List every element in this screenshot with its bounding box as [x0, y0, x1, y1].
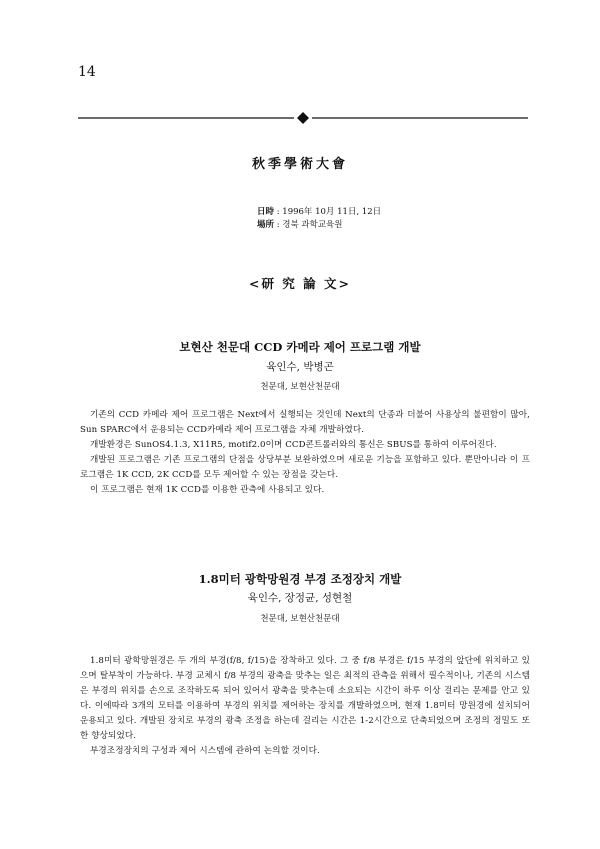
paper-affiliation: 천문대, 보현산천문대 [260, 382, 340, 392]
abstract-paragraph: 개발된 프로그램은 기존 프로그램의 단점을 상당부분 보완하였으며 새로운 기능을 포함하고 있다. 뿐만아니라 이 프로그램은 1K CCD, 2K CCD를 모두 제어할 수 있는 장점을 갖는다. [80, 455, 530, 480]
place-value: : 경북 과학교육원 [274, 220, 343, 230]
paper-abstract [80, 654, 530, 759]
diamond-ornament-icon [297, 112, 309, 124]
paper-authors: 육인수, 장정균, 성현철 [247, 592, 353, 604]
abstract-paragraph: 개발환경은 SunOS4.1.3, X11R5, motif2.0이며 CCD콘트롤러와의 통신은 SBUS를 통하여 이루어진다. [90, 440, 497, 450]
date-value: : 1996年 10月 11日, 12日 [274, 207, 382, 217]
paper-authors: 육인수, 박병곤 [266, 361, 334, 373]
conference-title: 秋季學術大會 [251, 157, 348, 172]
abstract-paragraph: 기존의 CCD 카메라 제어 프로그램은 Next에서 실행되는 것인데 Next의 단종과 더불어 사용상의 불편함이 많아, Sun SPARC에서 운용되는 CCD카메라 제어 프로그램을 자체 개발하였다. [80, 410, 530, 435]
paper-title: 1.8미터 광학망원경 부경 조정장치 개발 [198, 572, 402, 586]
paper-title: 보현산 천문대 CCD 카메라 제어 프로그램 개발 [179, 340, 421, 354]
ornamental-divider [78, 112, 528, 124]
paper-affiliation: 천문대, 보현산천문대 [260, 614, 340, 624]
date-line [257, 206, 381, 219]
page-number: 14 [78, 64, 96, 80]
date-label: 日時 [257, 207, 275, 217]
abstract-paragraph: 1.8미터 광학망원경은 두 개의 부경(f/8, f/15)을 장착하고 있다. 그 중 f/8 부경은 f/15 부경의 앞단에 위치하고 있으며 탈부착이 가능하다. 부경 교체시 f/8 부경의 광축을 맞추는 일은 최적의 관측을 위해서 필수적이나, 기존의 시스템은 부경의 위치를 손으로 조작하도록 되어 있어서 광축을 맞추는데 소요되는 시간이 하루 이상 걸리는 문제를 안고 있다. 이에따라 3개의 모터를 이용하여 부경의 위치를 제어하는 장치를 개발하였으며, 현재 1.8미터 망원경에 설치되어 운용되고 있다. 개발된 장치로 부경의 광축 조정을 하는데 걸리는 시간은 1-2시간으로 단축되었으며 조정의 정밀도 또한 향상되었다. [80, 656, 530, 741]
section-heading: <研 究 論 文> [248, 276, 351, 291]
place-line [257, 219, 381, 232]
abstract-paragraph: 부경조정장치의 구성과 제어 시스템에 관하여 논의할 것이다. [90, 746, 320, 756]
abstract-paragraph: 이 프로그램은 현재 1K CCD를 이용한 관측에 사용되고 있다. [90, 485, 325, 495]
place-label: 場所 [257, 220, 275, 230]
conference-meta [257, 206, 381, 232]
paper-abstract [80, 408, 530, 498]
